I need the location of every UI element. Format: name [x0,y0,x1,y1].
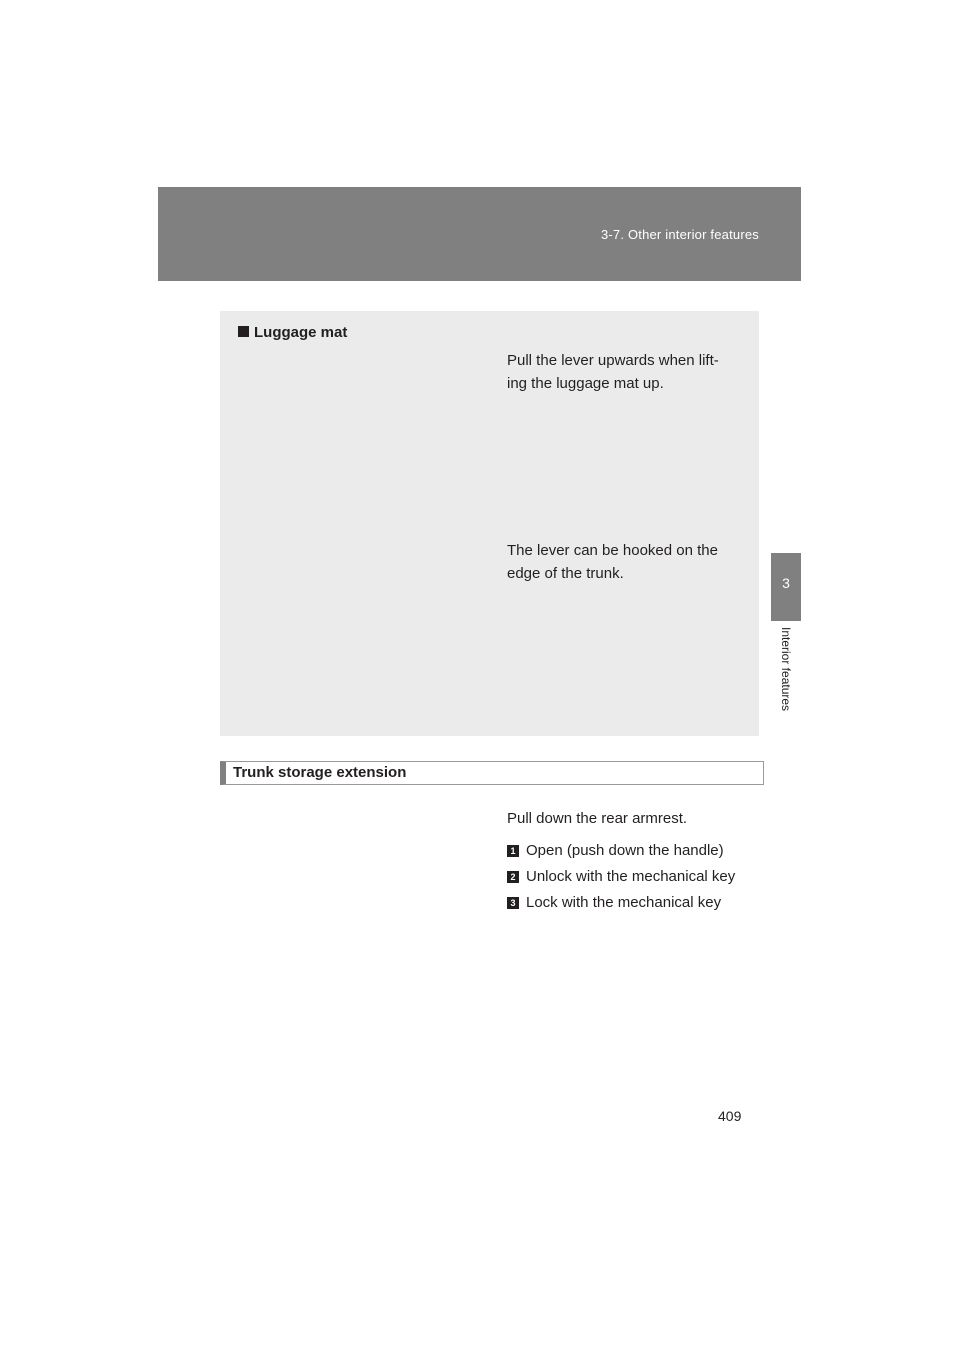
step-3 [507,892,721,914]
step-2 [507,866,735,888]
step-number-badge: 3 [507,897,519,909]
chapter-label-text: Interior features [779,627,793,712]
chapter-label [771,627,801,737]
square-bullet-icon [238,326,249,337]
step-1 [507,840,724,862]
luggage-mat-text-1 [507,349,747,395]
header-band [158,187,801,281]
luggage-mat-box [220,311,759,736]
trunk-storage-heading-bar [220,761,764,785]
chapter-number: 3 [782,575,790,591]
step-text: Open (push down the handle) [526,842,724,859]
trunk-storage-intro: Pull down the rear armrest. [507,810,688,827]
section-title: 3-7. Other interior features [600,227,759,242]
step-number-badge: 1 [507,845,519,857]
luggage-mat-heading [238,324,347,341]
luggage-mat-text-1-line-1: Pull the lever upwards when lift- [507,352,719,369]
luggage-mat-text-1-line-2: ing the luggage mat up. [507,375,664,392]
luggage-mat-text-2-line-1: The lever can be hooked on the [507,542,718,559]
page-number: 409 [718,1108,742,1124]
step-number-badge: 2 [507,871,519,883]
trunk-storage-heading: Trunk storage extension [233,764,407,781]
chapter-tab [771,553,801,621]
luggage-mat-heading-text: Luggage mat [254,324,348,341]
luggage-mat-text-2 [507,539,747,585]
luggage-mat-text-2-line-2: edge of the trunk. [507,565,624,582]
step-text: Unlock with the mechanical key [526,868,736,885]
step-text: Lock with the mechanical key [526,894,722,911]
